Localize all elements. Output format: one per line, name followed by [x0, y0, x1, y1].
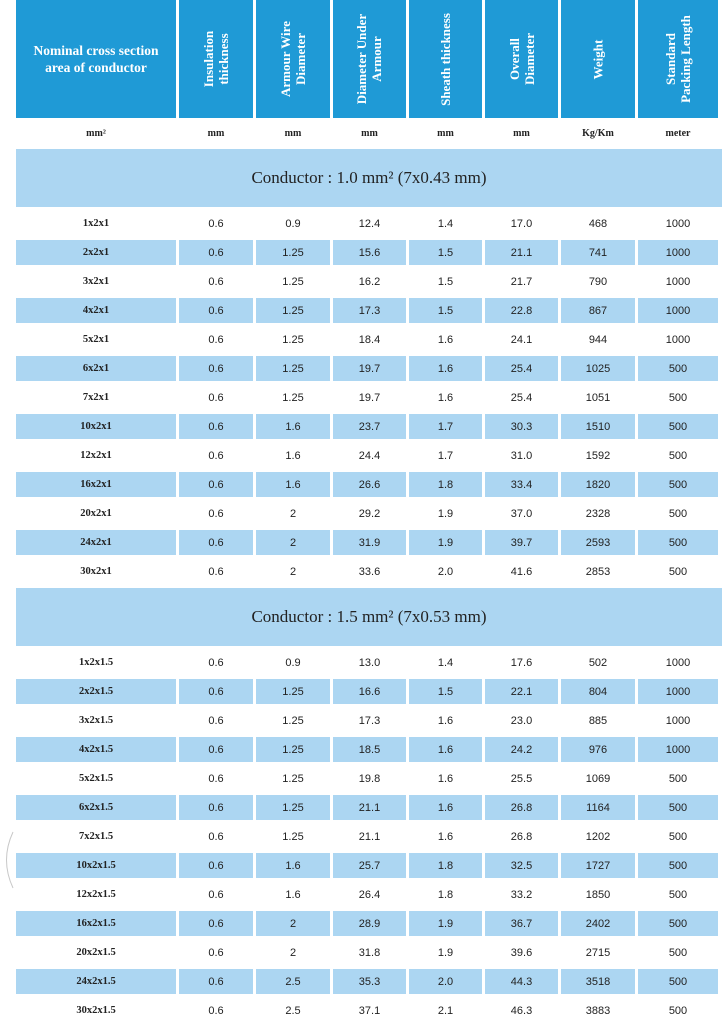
- value-cell: 0.6: [179, 795, 253, 820]
- value-cell: 36.7: [485, 911, 558, 936]
- value-cell: 1.4: [437, 656, 454, 669]
- value-cell: 33.4: [485, 472, 558, 497]
- value-cell: 1000: [665, 217, 691, 230]
- value-cell: 32.5: [485, 853, 558, 878]
- value-cell: 21.7: [510, 275, 533, 288]
- value-cell: 1.6: [285, 449, 301, 462]
- value-cell: 24.1: [510, 333, 533, 346]
- value-cell: 500: [638, 530, 718, 555]
- value-cell: 24.2: [485, 737, 558, 762]
- value-cell: 1.6: [409, 795, 482, 820]
- value-cell: 1.25: [282, 830, 304, 843]
- value-cell: 500: [638, 911, 718, 936]
- value-cell: 19.7: [358, 391, 381, 404]
- value-cell: 28.9: [333, 911, 406, 936]
- value-cell: 25.5: [510, 772, 533, 785]
- value-cell: 1850: [585, 888, 611, 901]
- unit-label: meter: [665, 128, 691, 139]
- value-cell: 1.6: [256, 853, 330, 878]
- value-cell: 0.6: [208, 888, 224, 901]
- header-line: Weight: [590, 39, 606, 79]
- value-cell: 1000: [665, 275, 691, 288]
- value-cell: 0.9: [285, 656, 301, 669]
- value-cell: 2: [289, 507, 297, 520]
- value-cell: 23.7: [333, 414, 406, 439]
- value-cell: 13.0: [358, 656, 381, 669]
- value-cell: 21.1: [485, 240, 558, 265]
- value-cell: 17.3: [333, 298, 406, 323]
- value-cell: 1000: [638, 298, 718, 323]
- header-insulation-thickness-label: [201, 31, 231, 87]
- header-weight-label: [590, 39, 605, 79]
- value-cell: 31.0: [510, 449, 533, 462]
- header-armour-wire-diameter: [256, 0, 330, 118]
- value-cell: 0.6: [179, 911, 253, 936]
- table-row: [16, 795, 722, 820]
- value-cell: 790: [588, 275, 608, 288]
- unit-label: mm: [284, 128, 302, 139]
- value-cell: 37.1: [358, 1004, 381, 1017]
- value-cell: 39.7: [485, 530, 558, 555]
- value-cell: 500: [668, 1004, 688, 1017]
- value-cell: 500: [668, 772, 688, 785]
- value-cell: 1.6: [256, 414, 330, 439]
- header-nominal-cross-section: [16, 0, 176, 118]
- cable-size-cell: 1x2x1.5: [78, 657, 114, 668]
- cable-size-cell: 7x2x1: [82, 392, 110, 403]
- value-cell: 1000: [665, 656, 691, 669]
- value-cell: 39.6: [510, 946, 533, 959]
- value-cell: 500: [638, 472, 718, 497]
- cable-size-cell: 30x2x1.5: [76, 1005, 116, 1016]
- value-cell: 21.1: [333, 795, 406, 820]
- value-cell: 2.5: [256, 969, 330, 994]
- cable-size-cell: 6x2x1: [16, 356, 176, 381]
- table-row: [16, 356, 722, 381]
- value-cell: 976: [561, 737, 635, 762]
- value-cell: 0.6: [208, 830, 224, 843]
- table-row: [16, 824, 722, 849]
- value-cell: 1.6: [285, 888, 301, 901]
- value-cell: 1.25: [282, 275, 304, 288]
- table-row: [16, 530, 722, 555]
- table-row: [16, 882, 722, 907]
- value-cell: 2.5: [285, 1004, 301, 1017]
- value-cell: 0.6: [208, 507, 224, 520]
- header-line: Nominal cross section: [33, 43, 159, 58]
- unit-label: mm²: [86, 128, 106, 139]
- header-line: Overall: [506, 38, 522, 80]
- value-cell: 0.6: [179, 240, 253, 265]
- value-cell: 1.25: [256, 356, 330, 381]
- value-cell: 1.6: [409, 356, 482, 381]
- value-cell: 804: [561, 679, 635, 704]
- cable-size-cell: 5x2x1: [82, 334, 110, 345]
- table-body: [16, 149, 722, 1023]
- header-nominal-cross-section-label: [34, 42, 159, 76]
- value-cell: 2.1: [437, 1004, 454, 1017]
- value-cell: 2853: [585, 565, 611, 578]
- value-cell: 3518: [561, 969, 635, 994]
- value-cell: 1.25: [256, 240, 330, 265]
- header-diameter-under-armour-label: [355, 14, 385, 104]
- value-cell: 0.6: [208, 449, 224, 462]
- value-cell: 0.6: [179, 969, 253, 994]
- header-line: Diameter Under: [354, 13, 370, 105]
- section-title: Conductor : 1.0 mm² (7x0.43 mm): [16, 149, 722, 207]
- value-cell: 2.0: [437, 565, 454, 578]
- table-header: [16, 0, 722, 118]
- value-cell: 1510: [561, 414, 635, 439]
- value-cell: 1.9: [409, 911, 482, 936]
- value-cell: 500: [668, 391, 688, 404]
- cable-size-cell: 4x2x1.5: [16, 737, 176, 762]
- table-row: [16, 650, 722, 675]
- value-cell: 1.25: [256, 679, 330, 704]
- value-cell: 16.6: [333, 679, 406, 704]
- value-cell: 1000: [638, 737, 718, 762]
- cable-spec-table: [16, 0, 722, 1027]
- value-cell: 2328: [585, 507, 611, 520]
- value-cell: 1.25: [282, 333, 304, 346]
- value-cell: 944: [588, 333, 608, 346]
- cable-size-cell: 10x2x1.5: [16, 853, 176, 878]
- header-armour-wire-diameter-label: [278, 21, 308, 97]
- value-cell: 46.3: [510, 1004, 533, 1017]
- value-cell: 29.2: [358, 507, 381, 520]
- value-cell: 1.25: [282, 772, 304, 785]
- header-line: Diameter: [293, 33, 309, 85]
- cable-size-cell: 2x2x1: [16, 240, 176, 265]
- cable-size-cell: 3x2x1: [82, 276, 110, 287]
- header-insulation-thickness: [179, 0, 253, 118]
- table-row: [16, 766, 722, 791]
- value-cell: 1.8: [437, 888, 454, 901]
- value-cell: 18.5: [333, 737, 406, 762]
- unit-label: mm: [513, 128, 530, 139]
- value-cell: 1164: [561, 795, 635, 820]
- value-cell: 500: [638, 853, 718, 878]
- value-cell: 22.1: [485, 679, 558, 704]
- value-cell: 2: [256, 911, 330, 936]
- value-cell: 3883: [585, 1004, 611, 1017]
- value-cell: 33.6: [358, 565, 381, 578]
- value-cell: 0.6: [179, 356, 253, 381]
- table-row: [16, 559, 722, 584]
- cable-size-cell: 5x2x1.5: [78, 773, 114, 784]
- table-row: [16, 940, 722, 965]
- value-cell: 500: [638, 414, 718, 439]
- value-cell: 25.4: [510, 391, 533, 404]
- value-cell: 30.3: [485, 414, 558, 439]
- cable-size-cell: 24x2x1: [16, 530, 176, 555]
- table-row: [16, 298, 722, 323]
- cable-size-cell: 12x2x1.5: [76, 889, 116, 900]
- value-cell: 500: [668, 946, 688, 959]
- unit-label: mm: [361, 128, 378, 139]
- cable-size-cell: 6x2x1.5: [16, 795, 176, 820]
- value-cell: 0.6: [179, 853, 253, 878]
- unit-label: mm: [437, 128, 454, 139]
- value-cell: 1.6: [409, 737, 482, 762]
- header-sheath-thickness: [409, 0, 482, 118]
- value-cell: 468: [588, 217, 608, 230]
- value-cell: 31.8: [358, 946, 381, 959]
- table-row: [16, 472, 722, 497]
- value-cell: 26.6: [333, 472, 406, 497]
- header-line: Diameter: [521, 33, 537, 85]
- value-cell: 25.7: [333, 853, 406, 878]
- value-cell: 26.8: [510, 830, 533, 843]
- value-cell: 1.8: [409, 472, 482, 497]
- value-cell: 22.8: [485, 298, 558, 323]
- value-cell: 41.6: [510, 565, 533, 578]
- header-standard-packing-length-label: [663, 15, 693, 103]
- value-cell: 1727: [561, 853, 635, 878]
- value-cell: 19.8: [358, 772, 381, 785]
- header-line: Sheath thickness: [438, 12, 454, 106]
- table-row: [16, 269, 722, 294]
- value-cell: 26.4: [358, 888, 381, 901]
- units-row: [16, 118, 722, 149]
- value-cell: 1.25: [256, 795, 330, 820]
- value-cell: 2715: [585, 946, 611, 959]
- table-row: [16, 327, 722, 352]
- value-cell: 1000: [665, 714, 691, 727]
- value-cell: 0.6: [179, 530, 253, 555]
- cable-size-cell: 20x2x1.5: [76, 947, 116, 958]
- value-cell: 0.6: [179, 298, 253, 323]
- value-cell: 0.6: [208, 333, 224, 346]
- header-line: Armour Wire: [278, 21, 294, 97]
- value-cell: 1592: [585, 449, 611, 462]
- value-cell: 18.4: [358, 333, 381, 346]
- value-cell: 0.6: [208, 946, 224, 959]
- value-cell: 31.9: [333, 530, 406, 555]
- value-cell: 1.25: [256, 737, 330, 762]
- value-cell: 1.25: [282, 391, 304, 404]
- cable-size-cell: 30x2x1: [80, 566, 112, 577]
- value-cell: 1.4: [437, 217, 454, 230]
- value-cell: 17.0: [510, 217, 533, 230]
- value-cell: 1000: [665, 333, 691, 346]
- value-cell: 2: [289, 946, 297, 959]
- cable-size-cell: 7x2x1.5: [78, 831, 114, 842]
- value-cell: 0.6: [208, 714, 224, 727]
- value-cell: 500: [668, 830, 688, 843]
- value-cell: 19.7: [333, 356, 406, 381]
- value-cell: 37.0: [510, 507, 533, 520]
- value-cell: 1820: [561, 472, 635, 497]
- value-cell: 1.7: [409, 414, 482, 439]
- value-cell: 500: [668, 507, 688, 520]
- value-cell: 0.6: [179, 737, 253, 762]
- unit-label: Kg/Km: [582, 128, 614, 139]
- value-cell: 500: [668, 565, 688, 578]
- value-cell: 1051: [585, 391, 611, 404]
- value-cell: 17.3: [358, 714, 381, 727]
- value-cell: 23.0: [510, 714, 533, 727]
- table-row: [16, 385, 722, 410]
- cable-size-cell: 2x2x1.5: [16, 679, 176, 704]
- header-diameter-under-armour: [333, 0, 406, 118]
- value-cell: 2.0: [409, 969, 482, 994]
- cable-size-cell: 1x2x1: [82, 218, 110, 229]
- value-cell: 1000: [638, 679, 718, 704]
- table-row: [16, 501, 722, 526]
- table-row: [16, 679, 722, 704]
- value-cell: 44.3: [485, 969, 558, 994]
- value-cell: 1.6: [437, 830, 454, 843]
- value-cell: 26.8: [485, 795, 558, 820]
- value-cell: 12.4: [358, 217, 381, 230]
- value-cell: 500: [638, 356, 718, 381]
- value-cell: 1.5: [409, 679, 482, 704]
- value-cell: 2: [289, 565, 297, 578]
- value-cell: 0.9: [285, 217, 301, 230]
- value-cell: 24.4: [358, 449, 381, 462]
- header-line: thickness: [216, 33, 231, 85]
- value-cell: 35.3: [333, 969, 406, 994]
- value-cell: 867: [561, 298, 635, 323]
- header-standard-packing-length: [638, 0, 718, 118]
- value-cell: 1202: [585, 830, 611, 843]
- cable-size-cell: 16x2x1.5: [16, 911, 176, 936]
- value-cell: 1025: [561, 356, 635, 381]
- value-cell: 2593: [561, 530, 635, 555]
- value-cell: 885: [588, 714, 608, 727]
- value-cell: 1.8: [409, 853, 482, 878]
- header-line: Packing Length: [678, 15, 694, 103]
- value-cell: 0.6: [208, 565, 224, 578]
- value-cell: 1.5: [409, 240, 482, 265]
- value-cell: 1.7: [437, 449, 454, 462]
- value-cell: 0.6: [208, 772, 224, 785]
- header-weight: [561, 0, 635, 118]
- value-cell: 1000: [638, 240, 718, 265]
- value-cell: 1.5: [437, 275, 454, 288]
- value-cell: 500: [638, 795, 718, 820]
- cable-size-cell: 3x2x1.5: [78, 715, 114, 726]
- value-cell: 0.6: [208, 217, 224, 230]
- value-cell: 0.6: [208, 1004, 224, 1017]
- section-title: Conductor : 1.5 mm² (7x0.53 mm): [16, 588, 722, 646]
- value-cell: 33.2: [510, 888, 533, 901]
- value-cell: 500: [668, 449, 688, 462]
- value-cell: 0.6: [208, 656, 224, 669]
- table-row: [16, 443, 722, 468]
- value-cell: 1.6: [437, 714, 454, 727]
- value-cell: 15.6: [333, 240, 406, 265]
- value-cell: 1.9: [409, 530, 482, 555]
- value-cell: 1.6: [256, 472, 330, 497]
- value-cell: 502: [588, 656, 608, 669]
- value-cell: 2: [256, 530, 330, 555]
- cable-size-cell: 24x2x1.5: [16, 969, 176, 994]
- value-cell: 16.2: [358, 275, 381, 288]
- value-cell: 0.6: [208, 275, 224, 288]
- unit-label: mm: [207, 128, 225, 139]
- value-cell: 741: [561, 240, 635, 265]
- value-cell: 1.6: [437, 772, 454, 785]
- value-cell: 1069: [585, 772, 611, 785]
- value-cell: 1.6: [437, 391, 454, 404]
- value-cell: 1.25: [282, 714, 304, 727]
- cable-size-cell: 10x2x1: [16, 414, 176, 439]
- value-cell: 2402: [561, 911, 635, 936]
- table-row: [16, 853, 722, 878]
- header-line: Armour: [369, 36, 385, 82]
- header-line: Insulation: [201, 30, 216, 88]
- value-cell: 21.1: [358, 830, 381, 843]
- table-row: [16, 969, 722, 994]
- table-row: [16, 414, 722, 439]
- header-line: Standard: [663, 32, 679, 86]
- header-line: area of conductor: [45, 60, 147, 75]
- table-row: [16, 240, 722, 265]
- value-cell: 0.6: [208, 391, 224, 404]
- table-row: [16, 708, 722, 733]
- value-cell: 500: [668, 888, 688, 901]
- table-row: [16, 737, 722, 762]
- value-cell: 0.6: [179, 414, 253, 439]
- header-overall-diameter: [485, 0, 558, 118]
- value-cell: 1.5: [409, 298, 482, 323]
- header-overall-diameter-label: [507, 33, 537, 85]
- table-row: [16, 998, 722, 1023]
- table-row: [16, 911, 722, 936]
- value-cell: 1.9: [437, 507, 454, 520]
- table-row: [16, 211, 722, 236]
- cable-size-cell: 16x2x1: [16, 472, 176, 497]
- value-cell: 0.6: [179, 472, 253, 497]
- value-cell: 17.6: [510, 656, 533, 669]
- cable-size-cell: 4x2x1: [16, 298, 176, 323]
- value-cell: 1.9: [437, 946, 454, 959]
- margin-arc-mark: [0, 830, 14, 890]
- value-cell: 1.6: [437, 333, 454, 346]
- value-cell: 0.6: [179, 679, 253, 704]
- value-cell: 25.4: [485, 356, 558, 381]
- value-cell: 1.25: [256, 298, 330, 323]
- cable-size-cell: 20x2x1: [80, 508, 112, 519]
- header-sheath-thickness-label: [438, 13, 453, 106]
- value-cell: 500: [638, 969, 718, 994]
- cable-size-cell: 12x2x1: [80, 450, 112, 461]
